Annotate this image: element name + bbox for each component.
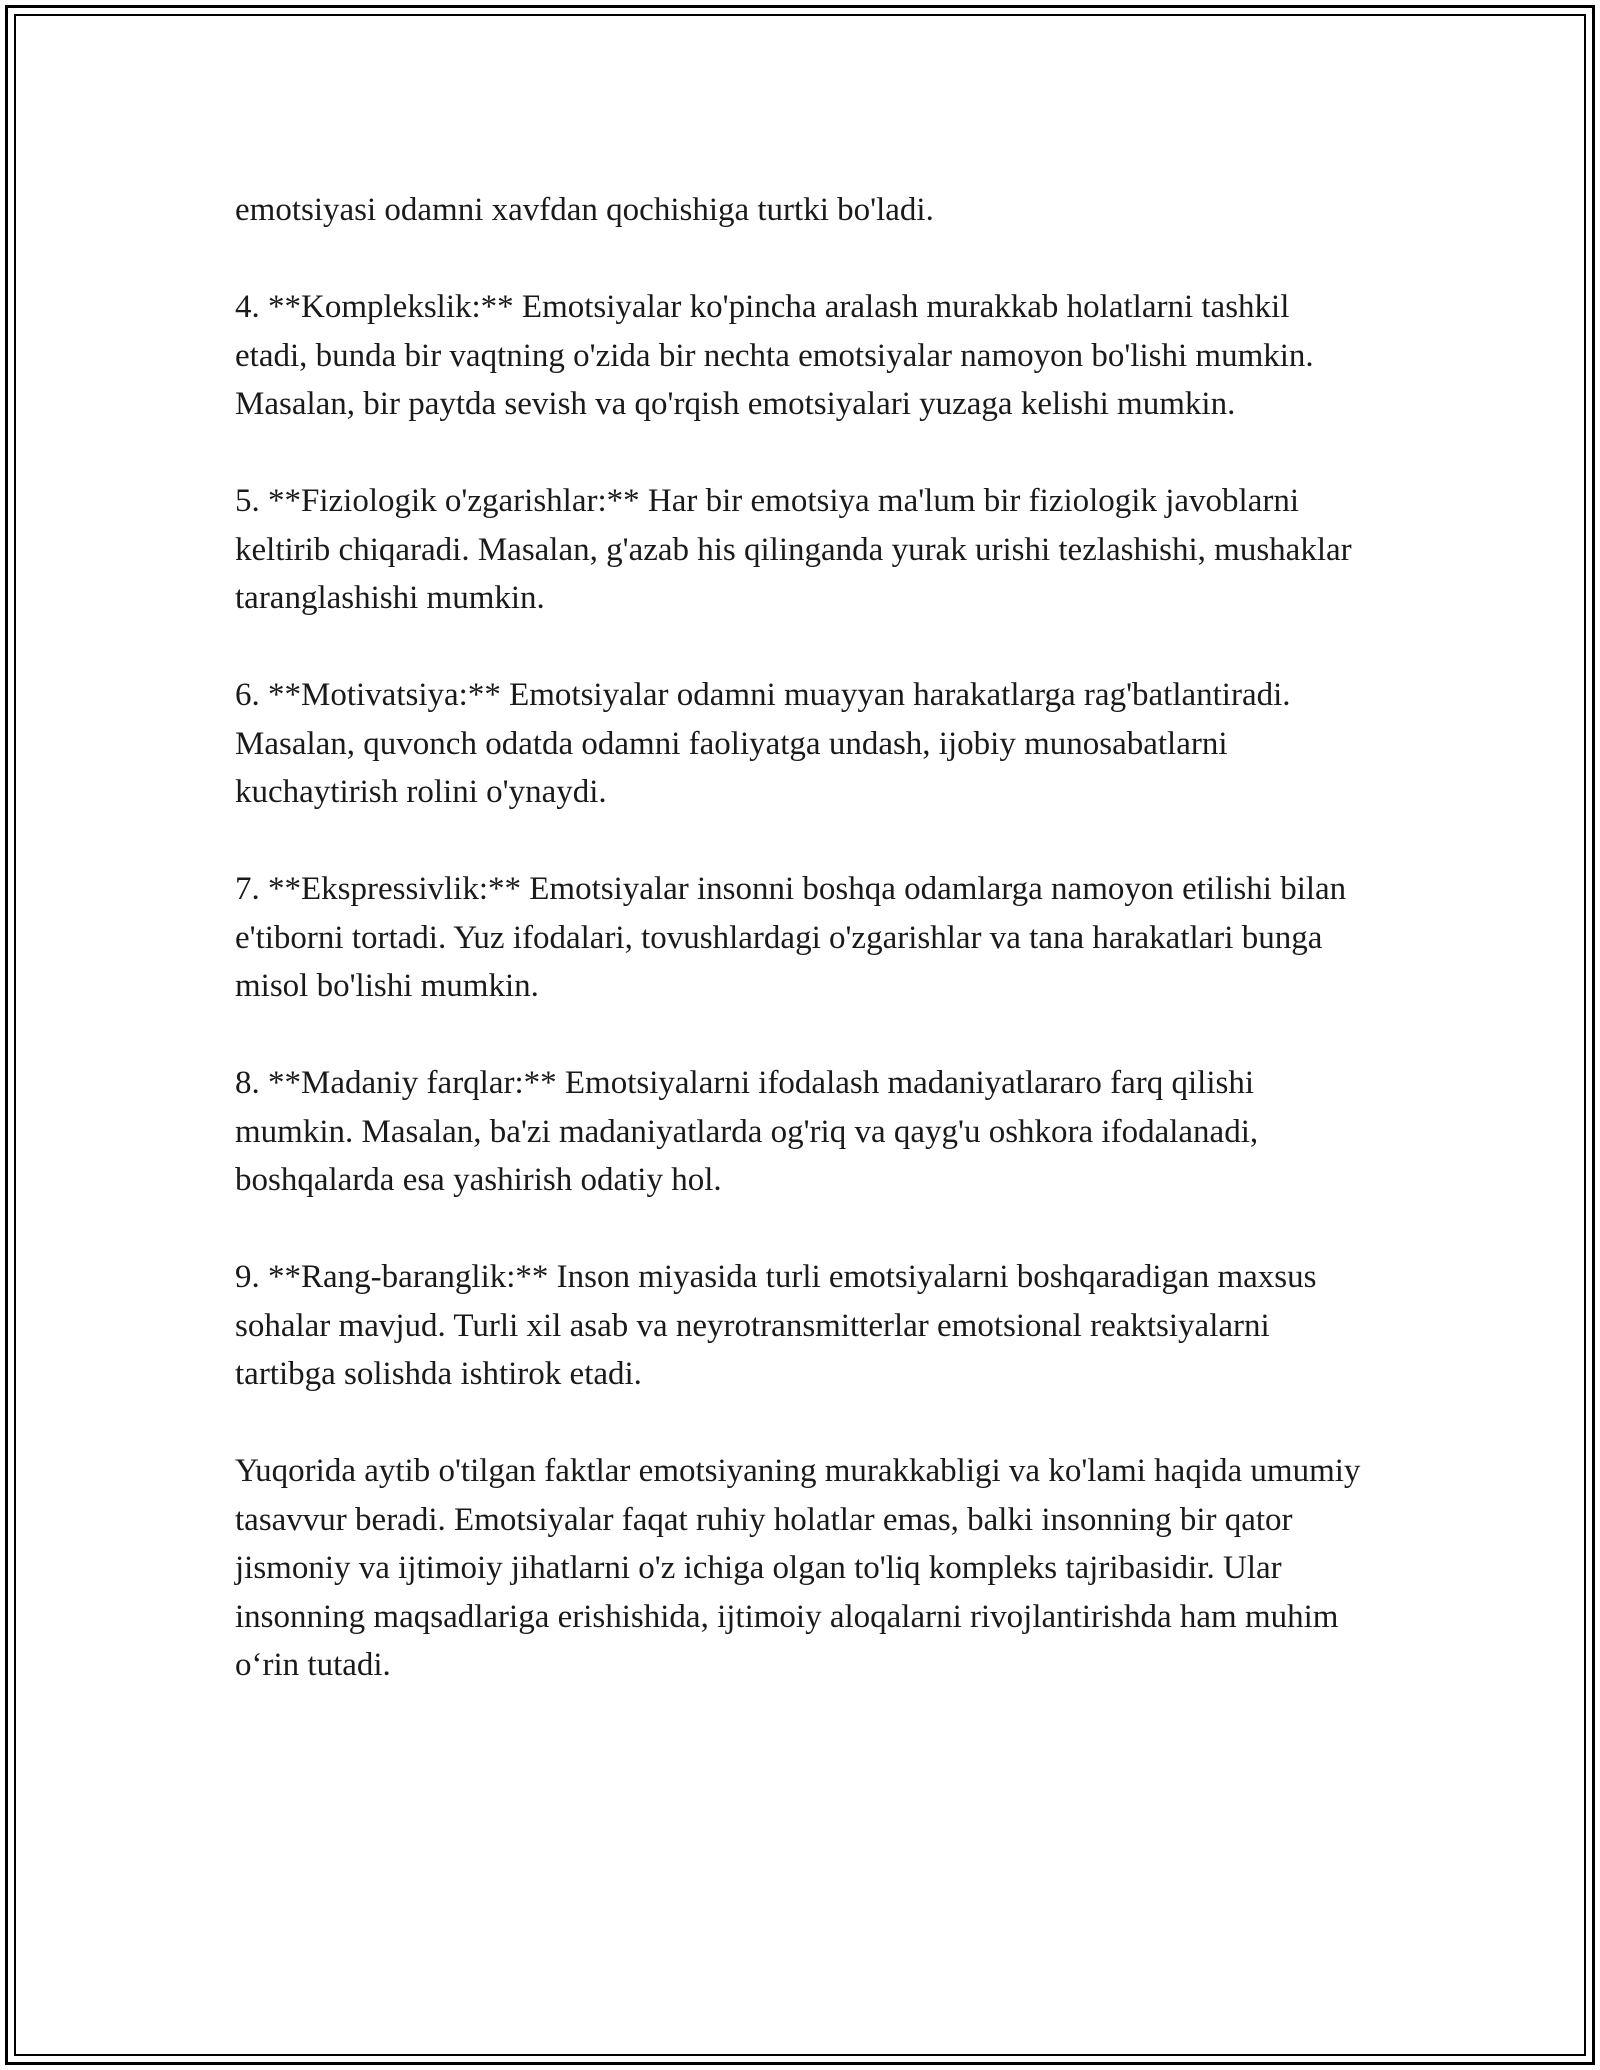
document-body <box>235 186 1365 1738</box>
paragraph-komplekslik: 4. **Komplekslik:** Emotsiyalar ko'pincha aralash murakkab holatlarni tashkil etadi, bunda bir vaqtning o'zida bir nechta emotsiyalar namoyon bo'lishi mumkin. Masalan, bir paytda sevish va qo'rqish emotsiyalari yuzaga kelishi mumkin. <box>235 289 1314 422</box>
paragraph-rang-baranglik: 9. **Rang-baranglik:** Inson miyasida turli emotsiyalarni boshqaradigan maxsus sohalar mavjud. Turli xil asab va neyrotransmitterlar emotsional reaktsiyalarni tartibga solishda ishtirok etadi. <box>235 1259 1317 1392</box>
paragraph-motivatsiya: 6. **Motivatsiya:** Emotsiyalar odamni muayyan harakatlarga rag'batlantiradi. Masalan, quvonch odatda odamni faoliyatga undash, ijobiy munosabatlarni kuchaytirish rolini o'ynaydi. <box>235 677 1291 810</box>
paragraph-fiziologik-ozgarishlar: 5. **Fiziologik o'zgarishlar:** Har bir emotsiya ma'lum bir fiziologik javoblarni keltirib chiqaradi. Masalan, g'azab his qilinganda yurak urishi tezlashishi, mushaklar taranglashishi mumkin. <box>235 483 1352 616</box>
paragraph-conclusion: Yuqorida aytib o'tilgan faktlar emotsiyaning murakkabligi va ko'lami haqida umumiy tasavvur beradi. Emotsiyalar faqat ruhiy holatlar emas, balki insonning bir qator jismoniy va ijtimoiy jihatlarni o'z ichiga olgan to'liq kompleks tajribasidir. Ular insonning maqsadlariga erishishida, ijtimoiy aloqalarni rivojlantirishda ham muhim o‘rin tutadi. <box>235 1453 1361 1683</box>
paragraph-ekspressivlik: 7. **Ekspressivlik:** Emotsiyalar insonni boshqa odamlarga namoyon etilishi bilan e'tiborni tortadi. Yuz ifodalari, tovushlardagi o'zgarishlar va tana harakatlari bunga misol bo'lishi mumkin. <box>235 871 1347 1004</box>
paragraph-continuation: emotsiyasi odamni xavfdan qochishiga turtki bo'ladi. <box>235 192 934 228</box>
paragraph-madaniy-farqlar: 8. **Madaniy farqlar:** Emotsiyalarni ifodalash madaniyatlararo farq qilishi mumkin. Masalan, ba'zi madaniyatlarda og'riq va qayg'u oshkora ifodalanadi, boshqalarda esa yashirish odatiy hol. <box>235 1065 1259 1198</box>
